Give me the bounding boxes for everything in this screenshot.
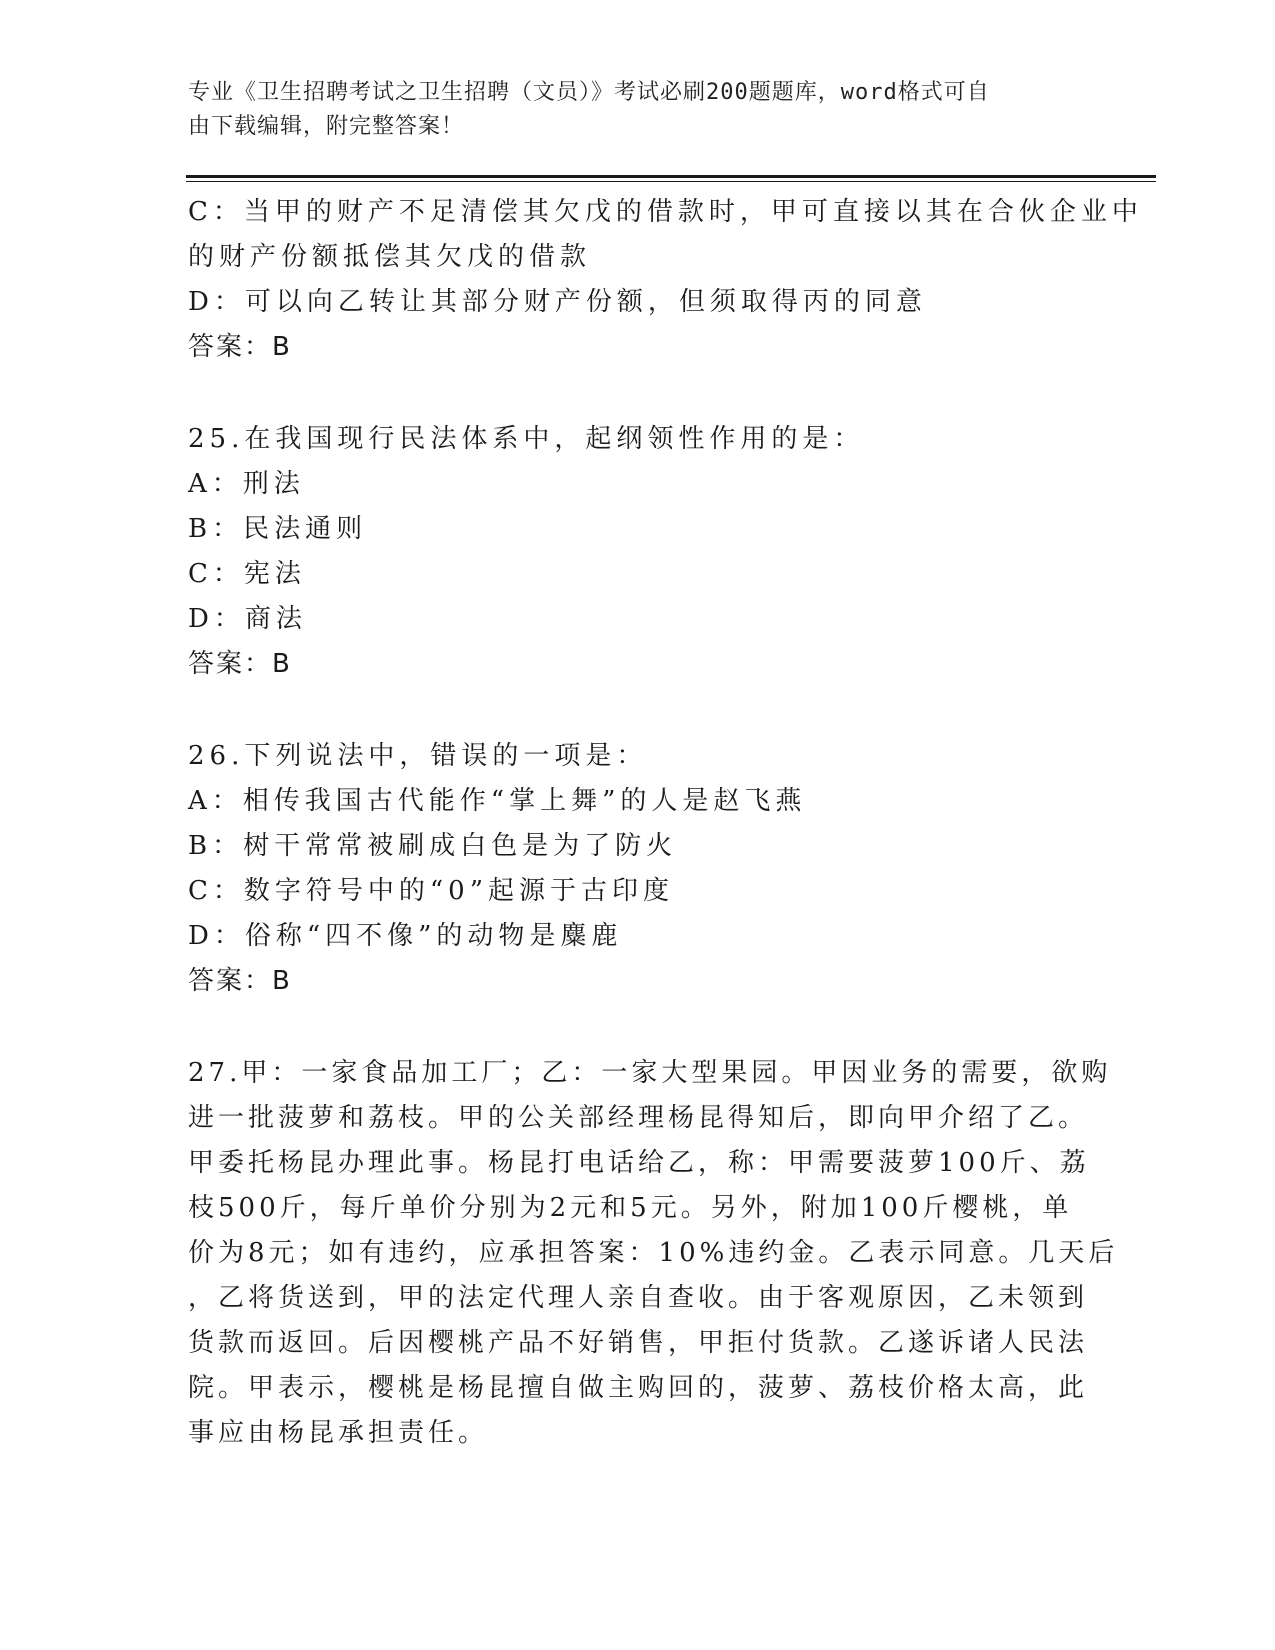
- question-stem-line: 价为8元；如有违约，应承担答案：10%违约金。乙表示同意。几天后: [188, 1238, 1119, 1268]
- option-c: C：数字符号中的“0”起源于古印度: [188, 876, 675, 906]
- answer-line: 答案：B: [188, 649, 292, 679]
- question-25: [188, 417, 1068, 687]
- document-header: [188, 76, 1068, 144]
- question-stem-line: 院。甲表示，樱桃是杨昆擅自做主购回的，菠萝、荔枝价格太高，此: [188, 1373, 1089, 1403]
- question-stem-line: ，乙将货送到，甲的法定代理人亲自查收。由于客观原因，乙未领到: [188, 1283, 1089, 1313]
- option-a: A：刑法: [188, 469, 305, 499]
- question-stem-line: 事应由杨昆承担责任。: [188, 1418, 489, 1448]
- question-stem-line: 货款而返回。后因樱桃产品不好销售，甲拒付货款。乙遂诉诸人民法: [188, 1328, 1089, 1358]
- header-divider-thick: [186, 175, 1156, 178]
- option-d: D：俗称“四不像”的动物是麋鹿: [188, 921, 623, 951]
- option-b: B：树干常常被刷成白色是为了防火: [188, 831, 678, 861]
- option-d: D：商法: [188, 604, 307, 634]
- question-26: [188, 734, 1068, 1004]
- header-divider-thin: [186, 181, 1156, 182]
- question-stem: 25.在我国现行民法体系中，起纲领性作用的是：: [188, 424, 865, 454]
- option-b: B：民法通则: [188, 514, 368, 544]
- answer-line: 答案：B: [188, 332, 292, 362]
- question-stem-line: 枝500斤，每斤单价分别为2元和5元。另外，附加100斤樱桃，单: [188, 1193, 1073, 1223]
- question-stem-line: 27.甲：一家食品加工厂；乙：一家大型果园。甲因业务的需要，欲购: [188, 1058, 1112, 1088]
- header-line-1: 专业《卫生招聘考试之卫生招聘（文员）》考试必刷200题题库，word格式可自: [188, 80, 990, 105]
- question-stem-line: 甲委托杨昆办理此事。杨昆打电话给乙，称：甲需要菠萝100斤、荔: [188, 1148, 1090, 1178]
- option-a: A：相传我国古代能作“掌上舞”的人是赵飞燕: [188, 786, 807, 816]
- answer-line: 答案：B: [188, 966, 292, 996]
- header-line-2: 由下载编辑，附完整答案！: [188, 114, 465, 139]
- option-d: D：可以向乙转让其部分财产份额，但须取得丙的同意: [188, 287, 927, 317]
- question-stem: 26.下列说法中，错误的一项是：: [188, 741, 648, 771]
- question-27: [188, 1051, 1119, 1456]
- option-c: C：宪法: [188, 559, 306, 589]
- question-stem-line: 进一批菠萝和荔枝。甲的公关部经理杨昆得知后，即向甲介绍了乙。: [188, 1103, 1089, 1133]
- option-c: C：当甲的财产不足清偿其欠戊的借款时，甲可直接以其在合伙企业中: [188, 197, 1143, 227]
- option-c-continued: 的财产份额抵偿其欠戊的借款: [188, 242, 592, 272]
- document-body: [188, 190, 1143, 1456]
- prev-question-block: [188, 190, 1143, 370]
